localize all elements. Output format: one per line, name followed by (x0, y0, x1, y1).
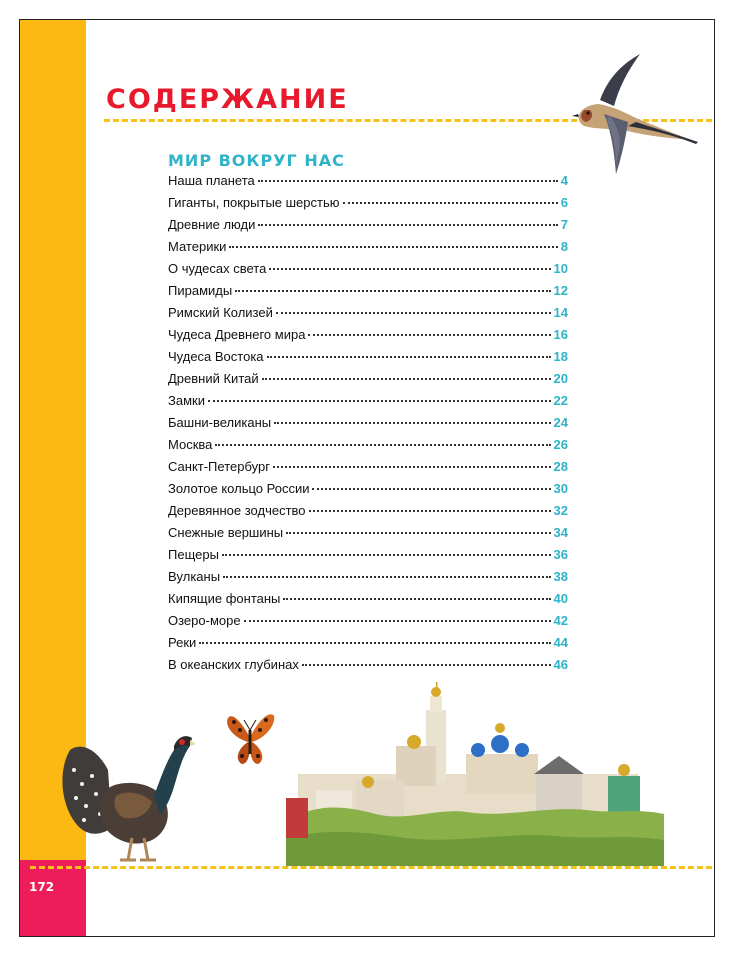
toc-dot-leader (308, 334, 550, 336)
toc-entry[interactable] (168, 613, 568, 635)
toc-dot-leader (312, 488, 550, 490)
toc-entry-page: 8 (560, 239, 568, 254)
toc-dot-leader (223, 576, 550, 578)
toc-entry[interactable] (168, 283, 568, 305)
toc-entry-page: 38 (553, 569, 568, 584)
toc-entry-title: Чудеса Востока (168, 349, 264, 364)
toc-entry-title: Реки (168, 635, 197, 650)
toc-entry[interactable] (168, 393, 568, 415)
page-number-tab (20, 860, 86, 937)
toc-entry-title: Санкт-Петербург (168, 459, 270, 474)
toc-entry-title: Деревянное зодчество (168, 503, 306, 518)
toc-entry-title: Пирамиды (168, 283, 233, 298)
toc-entry-page: 18 (553, 349, 568, 364)
toc-entry-page: 16 (553, 327, 568, 342)
toc-entry[interactable] (168, 437, 568, 459)
toc-dot-leader (215, 444, 550, 446)
toc-entry[interactable] (168, 195, 568, 217)
toc-entry-title: Москва (168, 437, 213, 452)
toc-entry-page: 4 (560, 173, 568, 188)
toc-dot-leader (229, 246, 557, 248)
toc-entry[interactable] (168, 657, 568, 679)
toc-entry-page: 34 (553, 525, 568, 540)
toc-entry-page: 28 (553, 459, 568, 474)
toc-entry-page: 42 (553, 613, 568, 628)
toc-entry[interactable] (168, 525, 568, 547)
toc-dot-leader (199, 642, 550, 644)
toc-dot-leader (267, 356, 551, 358)
toc-entry-page: 10 (553, 261, 568, 276)
toc-entry[interactable] (168, 349, 568, 371)
page-number: 172 (29, 880, 55, 894)
toc-dot-leader (235, 290, 550, 292)
toc-entry[interactable] (168, 217, 568, 239)
toc-entry-title: В океанских глубинах (168, 657, 299, 672)
toc-dot-leader (302, 664, 551, 666)
toc-dot-leader (309, 510, 551, 512)
toc-entry[interactable] (168, 305, 568, 327)
toc-entry-title: Материки (168, 239, 227, 254)
toc-dot-leader (343, 202, 558, 204)
toc-entry[interactable] (168, 173, 568, 195)
toc-entry-title: Кипящие фонтаны (168, 591, 281, 606)
toc-dot-leader (269, 268, 550, 270)
butterfly-illustration (224, 708, 276, 770)
toc-dot-leader (258, 224, 557, 226)
book-page (19, 19, 715, 937)
toc-entry[interactable] (168, 239, 568, 261)
toc-entry[interactable] (168, 635, 568, 657)
monastery-photo (286, 682, 664, 866)
toc-dot-leader (222, 554, 551, 556)
toc-dot-leader (276, 312, 551, 314)
toc-entry-title: Древний Китай (168, 371, 259, 386)
capercaillie-illustration (56, 710, 196, 868)
toc-entry-title: Пещеры (168, 547, 219, 562)
toc-entry-title: Чудеса Древнего мира (168, 327, 306, 342)
page-title: СОДЕРЖАНИЕ (106, 84, 349, 115)
toc-entry-title: Замки (168, 393, 205, 408)
toc-dot-leader (262, 378, 551, 380)
toc-entry-title: Гиганты, покрытые шерстью (168, 195, 340, 210)
toc-entry-title: Снежные вершины (168, 525, 284, 540)
section-title: МИР ВОКРУГ НАС (168, 151, 345, 170)
toc-entry-title: Вулканы (168, 569, 221, 584)
toc-entry-page: 44 (553, 635, 568, 650)
toc-entry-page: 14 (553, 305, 568, 320)
toc-entry-page: 32 (553, 503, 568, 518)
toc-entry[interactable] (168, 569, 568, 591)
toc-entry[interactable] (168, 371, 568, 393)
toc-entry[interactable] (168, 481, 568, 503)
toc-entry-page: 24 (553, 415, 568, 430)
toc-dot-leader (274, 422, 550, 424)
toc-entry-page: 40 (553, 591, 568, 606)
toc-entry-title: Древние люди (168, 217, 256, 232)
toc-entry[interactable] (168, 503, 568, 525)
toc-entry-page: 22 (553, 393, 568, 408)
toc-entry-page: 36 (553, 547, 568, 562)
toc-entry-page: 7 (560, 217, 568, 232)
toc-entry-title: О чудесах света (168, 261, 267, 276)
toc-dot-leader (258, 180, 558, 182)
toc-entry-title: Башни-великаны (168, 415, 272, 430)
toc-entry[interactable] (168, 591, 568, 613)
toc-entry[interactable] (168, 547, 568, 569)
toc-entry-title: Озеро-море (168, 613, 241, 628)
toc-entry-page: 26 (553, 437, 568, 452)
toc-entry-page: 30 (553, 481, 568, 496)
table-of-contents (168, 173, 568, 679)
toc-entry[interactable] (168, 327, 568, 349)
toc-dot-leader (244, 620, 551, 622)
toc-entry[interactable] (168, 459, 568, 481)
swallow-illustration (570, 44, 700, 176)
toc-dot-leader (273, 466, 551, 468)
toc-entry-title: Золотое кольцо России (168, 481, 310, 496)
toc-dot-leader (208, 400, 551, 402)
bottom-divider (30, 866, 712, 869)
toc-entry-page: 20 (553, 371, 568, 386)
toc-entry-title: Наша планета (168, 173, 255, 188)
toc-entry[interactable] (168, 415, 568, 437)
toc-entry[interactable] (168, 261, 568, 283)
toc-dot-leader (286, 532, 550, 534)
toc-dot-leader (283, 598, 550, 600)
toc-entry-title: Римский Колизей (168, 305, 273, 320)
toc-entry-page: 6 (560, 195, 568, 210)
toc-entry-page: 12 (553, 283, 568, 298)
toc-entry-page: 46 (553, 657, 568, 672)
